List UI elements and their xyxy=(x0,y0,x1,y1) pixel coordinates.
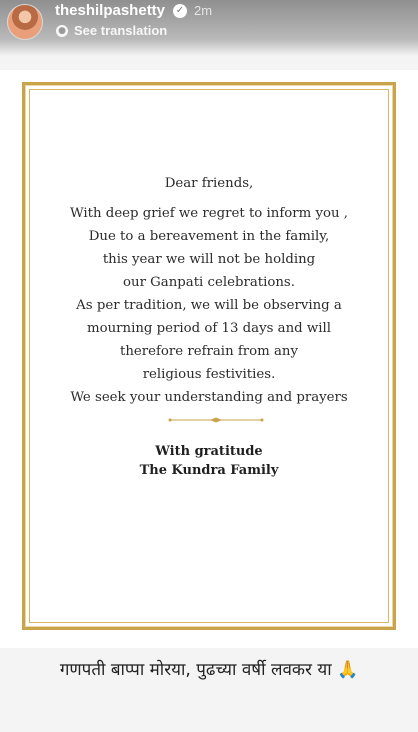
post-time: 2m xyxy=(194,3,213,18)
signature: The Kundra Family xyxy=(139,463,279,478)
letter-line: We seek your understanding and prayers xyxy=(70,390,348,405)
story-caption: गणपती बाप्पा मोरया, पुढच्या वर्षी लवकर या 🙏 xyxy=(59,660,359,680)
see-translation-link[interactable]: See translation xyxy=(74,23,168,38)
letter-line: As per tradition, we will be observing a xyxy=(76,298,342,313)
ornament-divider-icon xyxy=(168,417,264,423)
avatar[interactable] xyxy=(7,4,43,40)
globe-icon: ● xyxy=(56,25,68,37)
letter-line: our Ganpati celebrations. xyxy=(123,275,295,290)
letter-line: this year we will not be holding xyxy=(102,252,316,267)
signoff: With gratitude xyxy=(155,444,263,459)
letter-line: therefore refrain from any xyxy=(120,344,298,359)
letter-line: With deep grief we regret to inform you , xyxy=(69,206,348,221)
story-header xyxy=(0,0,418,56)
username[interactable]: theshilpashetty xyxy=(55,2,166,19)
letter-greeting: Dear friends, xyxy=(164,176,254,191)
letter-line: Due to a bereavement in the family, xyxy=(88,229,330,244)
verified-badge-icon: ✓ xyxy=(173,4,187,18)
letter-line: mourning period of 13 days and will xyxy=(86,321,332,336)
letter-body xyxy=(22,202,396,409)
letter-line: religious festivities. xyxy=(142,367,276,382)
